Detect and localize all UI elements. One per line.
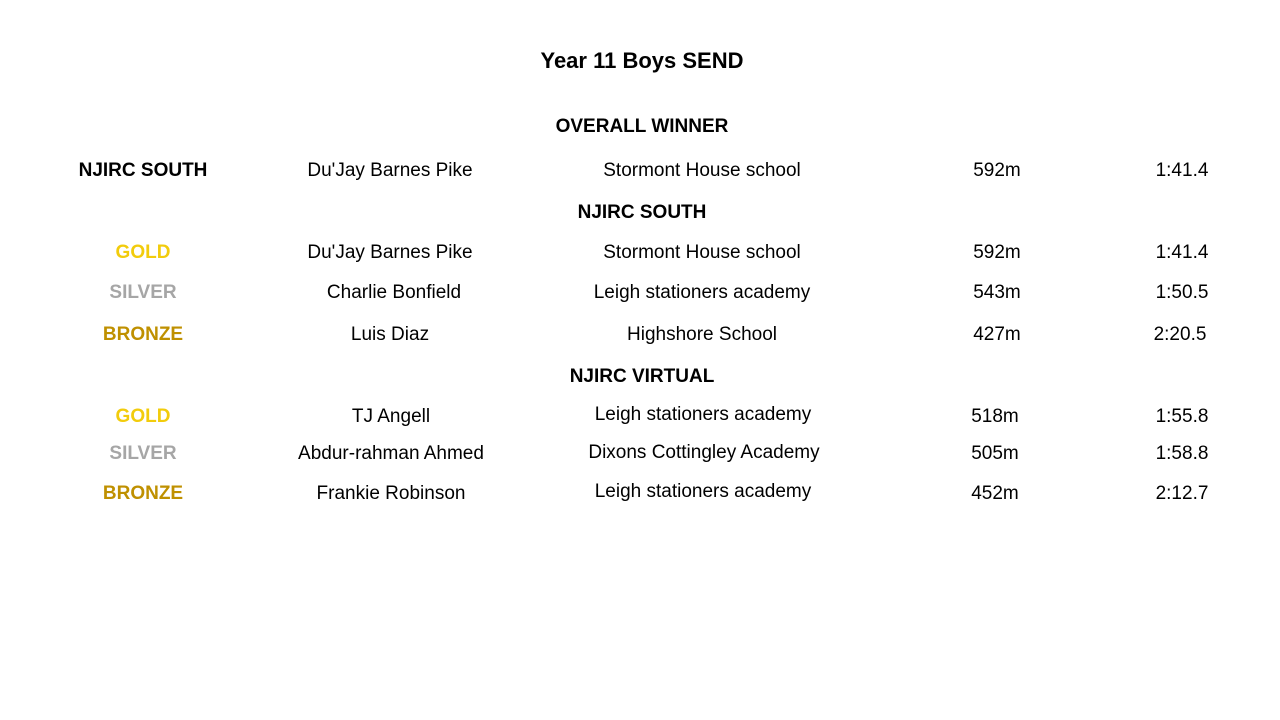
athlete-name: Abdur-rahman Ahmed (298, 443, 484, 464)
school-name: Leigh stationers academy (593, 282, 811, 303)
time-value: 1:50.5 (1155, 282, 1209, 303)
result-row-virtual-gold (0, 406, 1280, 432)
distance-value: 427m (973, 324, 1021, 345)
result-row-south-gold (0, 242, 1280, 268)
time-value: 1:41.4 (1155, 160, 1209, 181)
result-row-virtual-silver (0, 443, 1280, 469)
distance-value: 452m (971, 483, 1019, 504)
result-row-overall-1 (0, 160, 1280, 186)
school-name: Leigh stationers academy (594, 481, 812, 502)
section-header-south: NJIRC SOUTH (577, 202, 707, 223)
result-row-south-silver (0, 282, 1280, 308)
distance-value: 592m (973, 242, 1021, 263)
medal-label: GOLD (115, 242, 171, 263)
time-value: 2:20.5 (1153, 324, 1207, 345)
distance-value: 505m (971, 443, 1019, 464)
athlete-name: Charlie Bonfield (326, 282, 462, 303)
result-row-virtual-bronze (0, 483, 1280, 509)
medal-label: GOLD (115, 406, 171, 427)
school-name: Highshore School (627, 324, 777, 345)
distance-value: 592m (973, 160, 1021, 181)
section-header-virtual: NJIRC VIRTUAL (569, 366, 715, 387)
section-header-overall: OVERALL WINNER (555, 116, 729, 137)
page-title: Year 11 Boys SEND (540, 48, 744, 73)
athlete-name: Du'Jay Barnes Pike (307, 160, 473, 181)
medal-label: NJIRC SOUTH (78, 160, 208, 181)
time-value: 1:41.4 (1155, 242, 1209, 263)
distance-value: 543m (973, 282, 1021, 303)
time-value: 1:58.8 (1155, 443, 1209, 464)
result-row-south-bronze (0, 324, 1280, 350)
medal-label: BRONZE (102, 483, 184, 504)
school-name: Stormont House school (603, 160, 801, 181)
athlete-name: Frankie Robinson (316, 483, 466, 504)
school-name: Stormont House school (603, 242, 801, 263)
athlete-name: Luis Diaz (350, 324, 430, 345)
medal-label: BRONZE (102, 324, 184, 345)
athlete-name: Du'Jay Barnes Pike (307, 242, 473, 263)
school-name: Dixons Cottingley Academy (588, 442, 820, 463)
distance-value: 518m (971, 406, 1019, 427)
time-value: 2:12.7 (1155, 483, 1209, 504)
school-name: Leigh stationers academy (594, 404, 812, 425)
time-value: 1:55.8 (1155, 406, 1209, 427)
medal-label: SILVER (109, 443, 177, 464)
athlete-name: TJ Angell (351, 406, 431, 427)
medal-label: SILVER (109, 282, 177, 303)
